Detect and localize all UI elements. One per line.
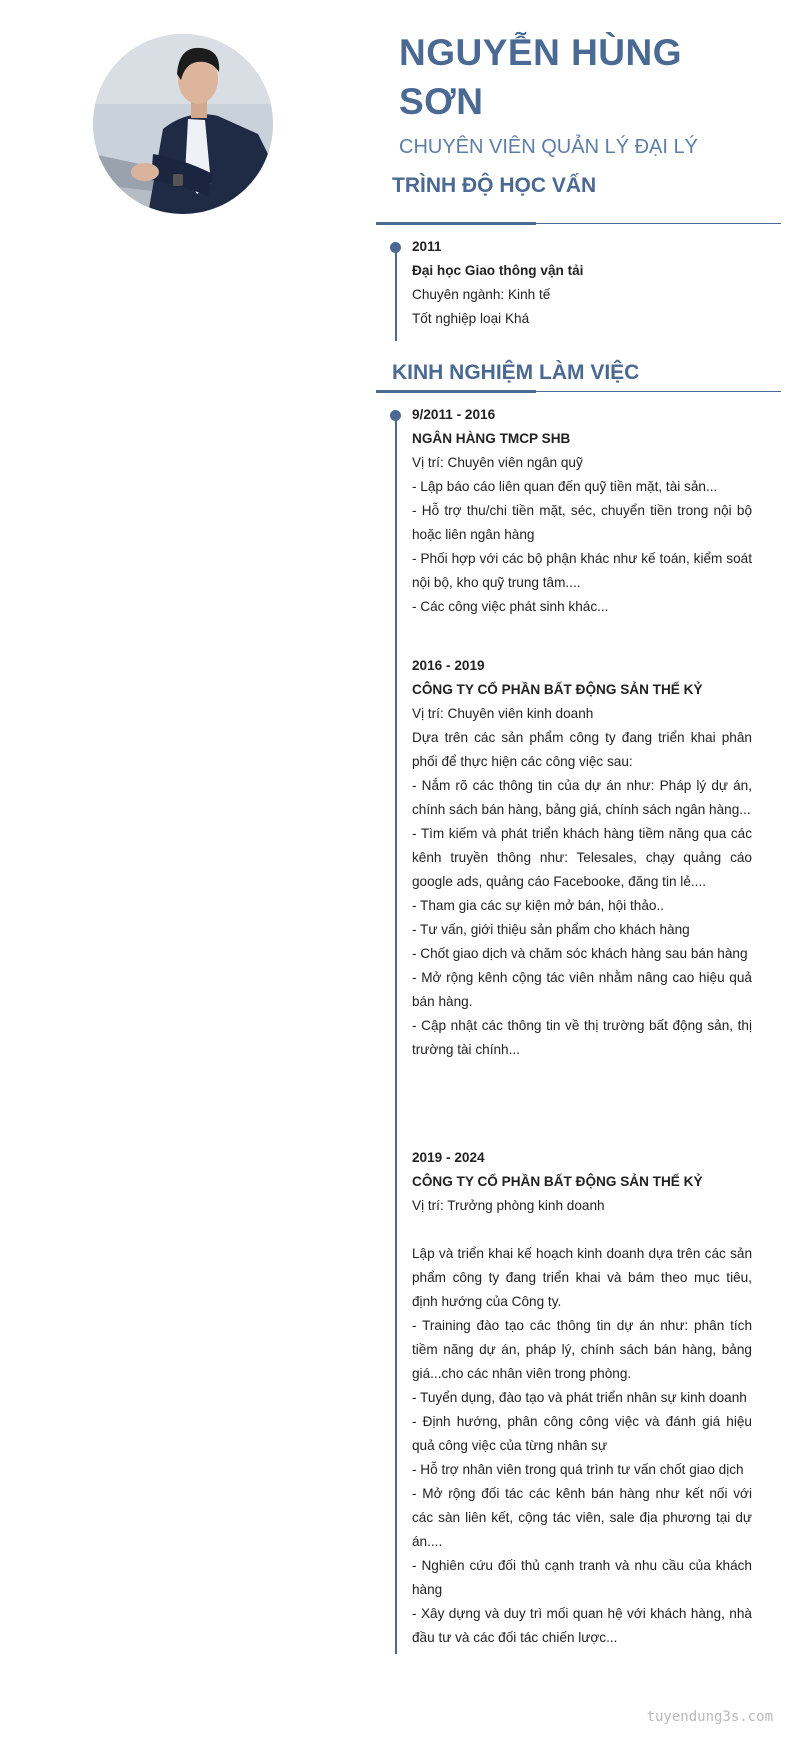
job-task: - Nghiên cứu đối thủ cạnh tranh và nhu cầu của khách hàng <box>412 1558 752 1597</box>
name-line-2: SƠN <box>399 81 484 122</box>
job-task: - Phối hợp với các bộ phận khác như kế toán, kiểm soát nội bộ, kho quỹ trung tâm.... <box>412 551 752 590</box>
portrait-image <box>93 34 273 214</box>
job-task: - Định hướng, phân công công việc và đánh giá hiệu quả công việc của từng nhân sự <box>412 1414 752 1453</box>
job-period: 2019 - 2024 <box>412 1150 485 1165</box>
job-task: Lập và triển khai kế hoạch kinh doanh dựa trên các sản phẩm công ty đang triển khai và bám theo mục tiêu, định hướng của Công ty. <box>412 1246 752 1309</box>
experience-dot <box>390 410 401 421</box>
job-task: - Mở rộng đối tác các kênh bán hàng như kết nối với các sàn liên kết, cộng tác viên, sale địa phương tại dự án.... <box>412 1486 752 1549</box>
job-entry <box>412 654 752 1062</box>
candidate-name <box>399 28 699 126</box>
job-task: - Chốt giao dịch và chăm sóc khách hàng sau bán hàng <box>412 946 748 961</box>
job-task: - Tìm kiếm và phát triển khách hàng tiềm năng qua các kênh truyền thông như: Telesales, chạy quảng cáo google ads, quảng cáo Facebooke, đăng tin lẻ.... <box>412 826 752 889</box>
education-timeline <box>395 246 397 341</box>
education-grade: Tốt nghiệp loại Khá <box>412 311 530 326</box>
job-task: - Tuyển dụng, đào tạo và phát triển nhân sự kinh doanh <box>412 1390 747 1405</box>
name-line-1: NGUYỄN HÙNG <box>399 32 683 73</box>
education-divider <box>376 223 781 224</box>
experience-heading: KINH NGHIỆM LÀM VIỆC <box>392 361 640 384</box>
job-task: - Mở rộng kênh cộng tác viên nhằm nâng cao hiệu quả bán hàng. <box>412 970 752 1009</box>
job-task: - Xây dựng và duy trì mối quan hệ với khách hàng, nhà đầu tư và các đối tác chiến lược... <box>412 1606 752 1645</box>
job-entry <box>412 1146 752 1650</box>
education-year: 2011 <box>412 239 442 254</box>
education-school: Đại học Giao thông vận tải <box>412 263 584 278</box>
job-title: CHUYÊN VIÊN QUẢN LÝ ĐẠI LÝ <box>399 136 698 158</box>
job-task: - Các công việc phát sinh khác... <box>412 599 609 614</box>
job-entry <box>412 403 752 619</box>
job-task: - Lập báo cáo liên quan đến quỹ tiền mặt, tài sản... <box>412 479 718 494</box>
education-entry <box>412 235 752 331</box>
education-heading: TRÌNH ĐỘ HỌC VẤN <box>392 174 597 197</box>
job-task: Dựa trên các sản phẩm công ty đang triển khai phân phối để thực hiện các công việc sau: <box>412 730 752 769</box>
job-role: Vị trí: Chuyên viên kinh doanh <box>412 706 594 721</box>
job-role: Vị trí: Chuyên viên ngân quỹ <box>412 455 583 470</box>
job-period: 9/2011 - 2016 <box>412 407 496 422</box>
job-company: CÔNG TY CỔ PHẦN BẤT ĐỘNG SẢN THẾ KỶ <box>412 682 703 697</box>
education-major: Chuyên ngành: Kinh tế <box>412 287 551 302</box>
job-task: - Cập nhật các thông tin về thị trường bất động sản, thị trường tài chính... <box>412 1018 752 1057</box>
watermark: tuyendung3s.com <box>646 1709 773 1725</box>
job-task: - Tham gia các sự kiện mở bán, hội thảo.. <box>412 898 664 913</box>
job-period: 2016 - 2019 <box>412 658 485 673</box>
job-role: Vị trí: Trưởng phòng kinh doanh <box>412 1198 605 1213</box>
job-task: - Training đào tạo các thông tin dự án như: phân tích tiềm năng dự án, pháp lý, chính sách bán hàng, bảng giá...cho các nhân viên trong phòng. <box>412 1318 752 1381</box>
experience-timeline <box>395 414 397 1654</box>
job-company: NGÂN HÀNG TMCP SHB <box>412 431 571 446</box>
job-company: CÔNG TY CỔ PHẦN BẤT ĐỘNG SẢN THẾ KỶ <box>412 1174 703 1189</box>
avatar <box>93 34 273 214</box>
experience-divider <box>376 391 781 392</box>
job-task: - Hỗ trợ nhân viên trong quá trình tư vấn chốt giao dịch <box>412 1462 744 1477</box>
spacer <box>412 1218 752 1242</box>
job-task: - Tư vấn, giới thiệu sản phẩm cho khách hàng <box>412 922 690 937</box>
job-task: - Nắm rõ các thông tin của dự án như: Pháp lý dự án, chính sách bán hàng, bảng giá, chính sách ngân hàng... <box>412 778 752 817</box>
job-task: - Hỗ trợ thu/chi tiền mặt, séc, chuyển tiền trong nội bộ hoặc liên ngân hàng <box>412 503 752 542</box>
education-dot <box>390 242 401 253</box>
